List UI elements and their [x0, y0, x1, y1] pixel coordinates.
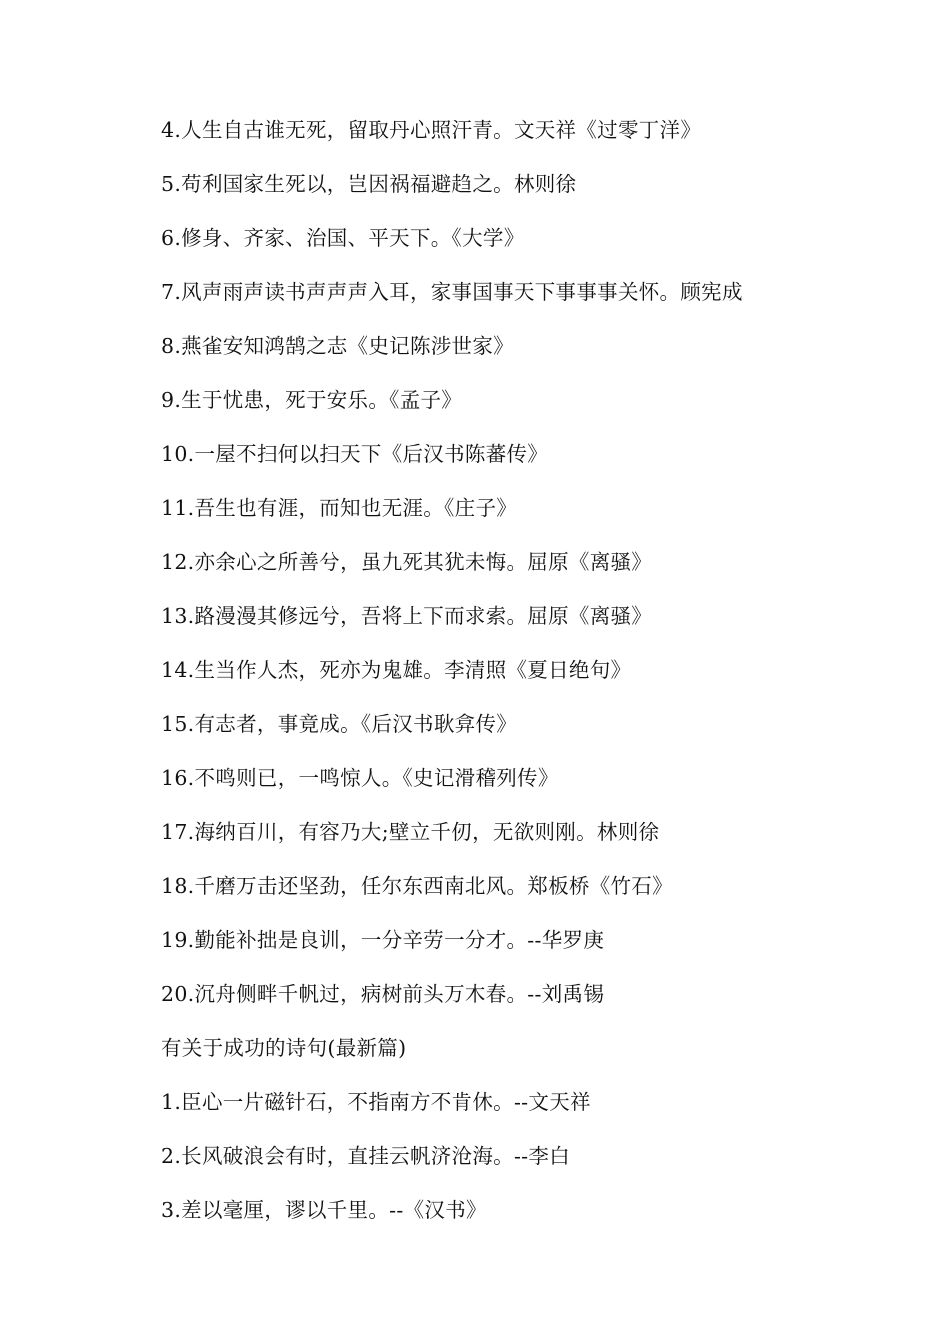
text-line: 5.苟利国家生死以，岂因祸福避趋之。林则徐 — [161, 172, 577, 196]
text-line: 15.有志者，事竟成。《后汉书耿弇传》 — [161, 712, 518, 736]
text-line: 16.不鸣则已，一鸣惊人。《史记滑稽列传》 — [161, 766, 559, 790]
text-line: 9.生于忧患，死于安乐。《孟子》 — [161, 388, 463, 412]
text-line: 13.路漫漫其修远兮，吾将上下而求索。屈原《离骚》 — [161, 604, 653, 628]
text-line: 10.一屋不扫何以扫天下《后汉书陈蕃传》 — [161, 442, 549, 466]
text-line: 4.人生自古谁无死，留取丹心照汗青。文天祥《过零丁洋》 — [161, 118, 702, 142]
text-line: 2.长风破浪会有时，直挂云帆济沧海。--李白 — [161, 1144, 571, 1168]
text-line: 7.风声雨声读书声声声入耳，家事国事天下事事事关怀。顾宪成 — [161, 280, 743, 304]
text-line: 12.亦余心之所善兮，虽九死其犹未悔。屈原《离骚》 — [161, 550, 653, 574]
text-line: 20.沉舟侧畔千帆过，病树前头万木春。--刘禹锡 — [161, 982, 605, 1006]
text-line: 17.海纳百川，有容乃大;壁立千仞，无欲则刚。林则徐 — [161, 820, 660, 844]
text-lines — [161, 110, 901, 1244]
text-line: 1.臣心一片磁针石，不指南方不肯休。--文天祥 — [161, 1090, 591, 1114]
text-line: 19.勤能补拙是良训，一分辛劳一分才。--华罗庚 — [161, 928, 605, 952]
text-line: 8.燕雀安知鸿鹄之志《史记陈涉世家》 — [161, 334, 514, 358]
text-line: 14.生当作人杰，死亦为鬼雄。李清照《夏日绝句》 — [161, 658, 632, 682]
text-line: 11.吾生也有涯，而知也无涯。《庄子》 — [161, 496, 518, 520]
text-line: 6.修身、齐家、治国、平天下。《大学》 — [161, 226, 525, 250]
text-line: 3.差以毫厘，谬以千里。--《汉书》 — [161, 1198, 487, 1222]
text-line: 18.千磨万击还坚劲，任尔东西南北风。郑板桥《竹石》 — [161, 874, 673, 898]
section-heading: 有关于成功的诗句(最新篇) — [161, 1036, 407, 1060]
